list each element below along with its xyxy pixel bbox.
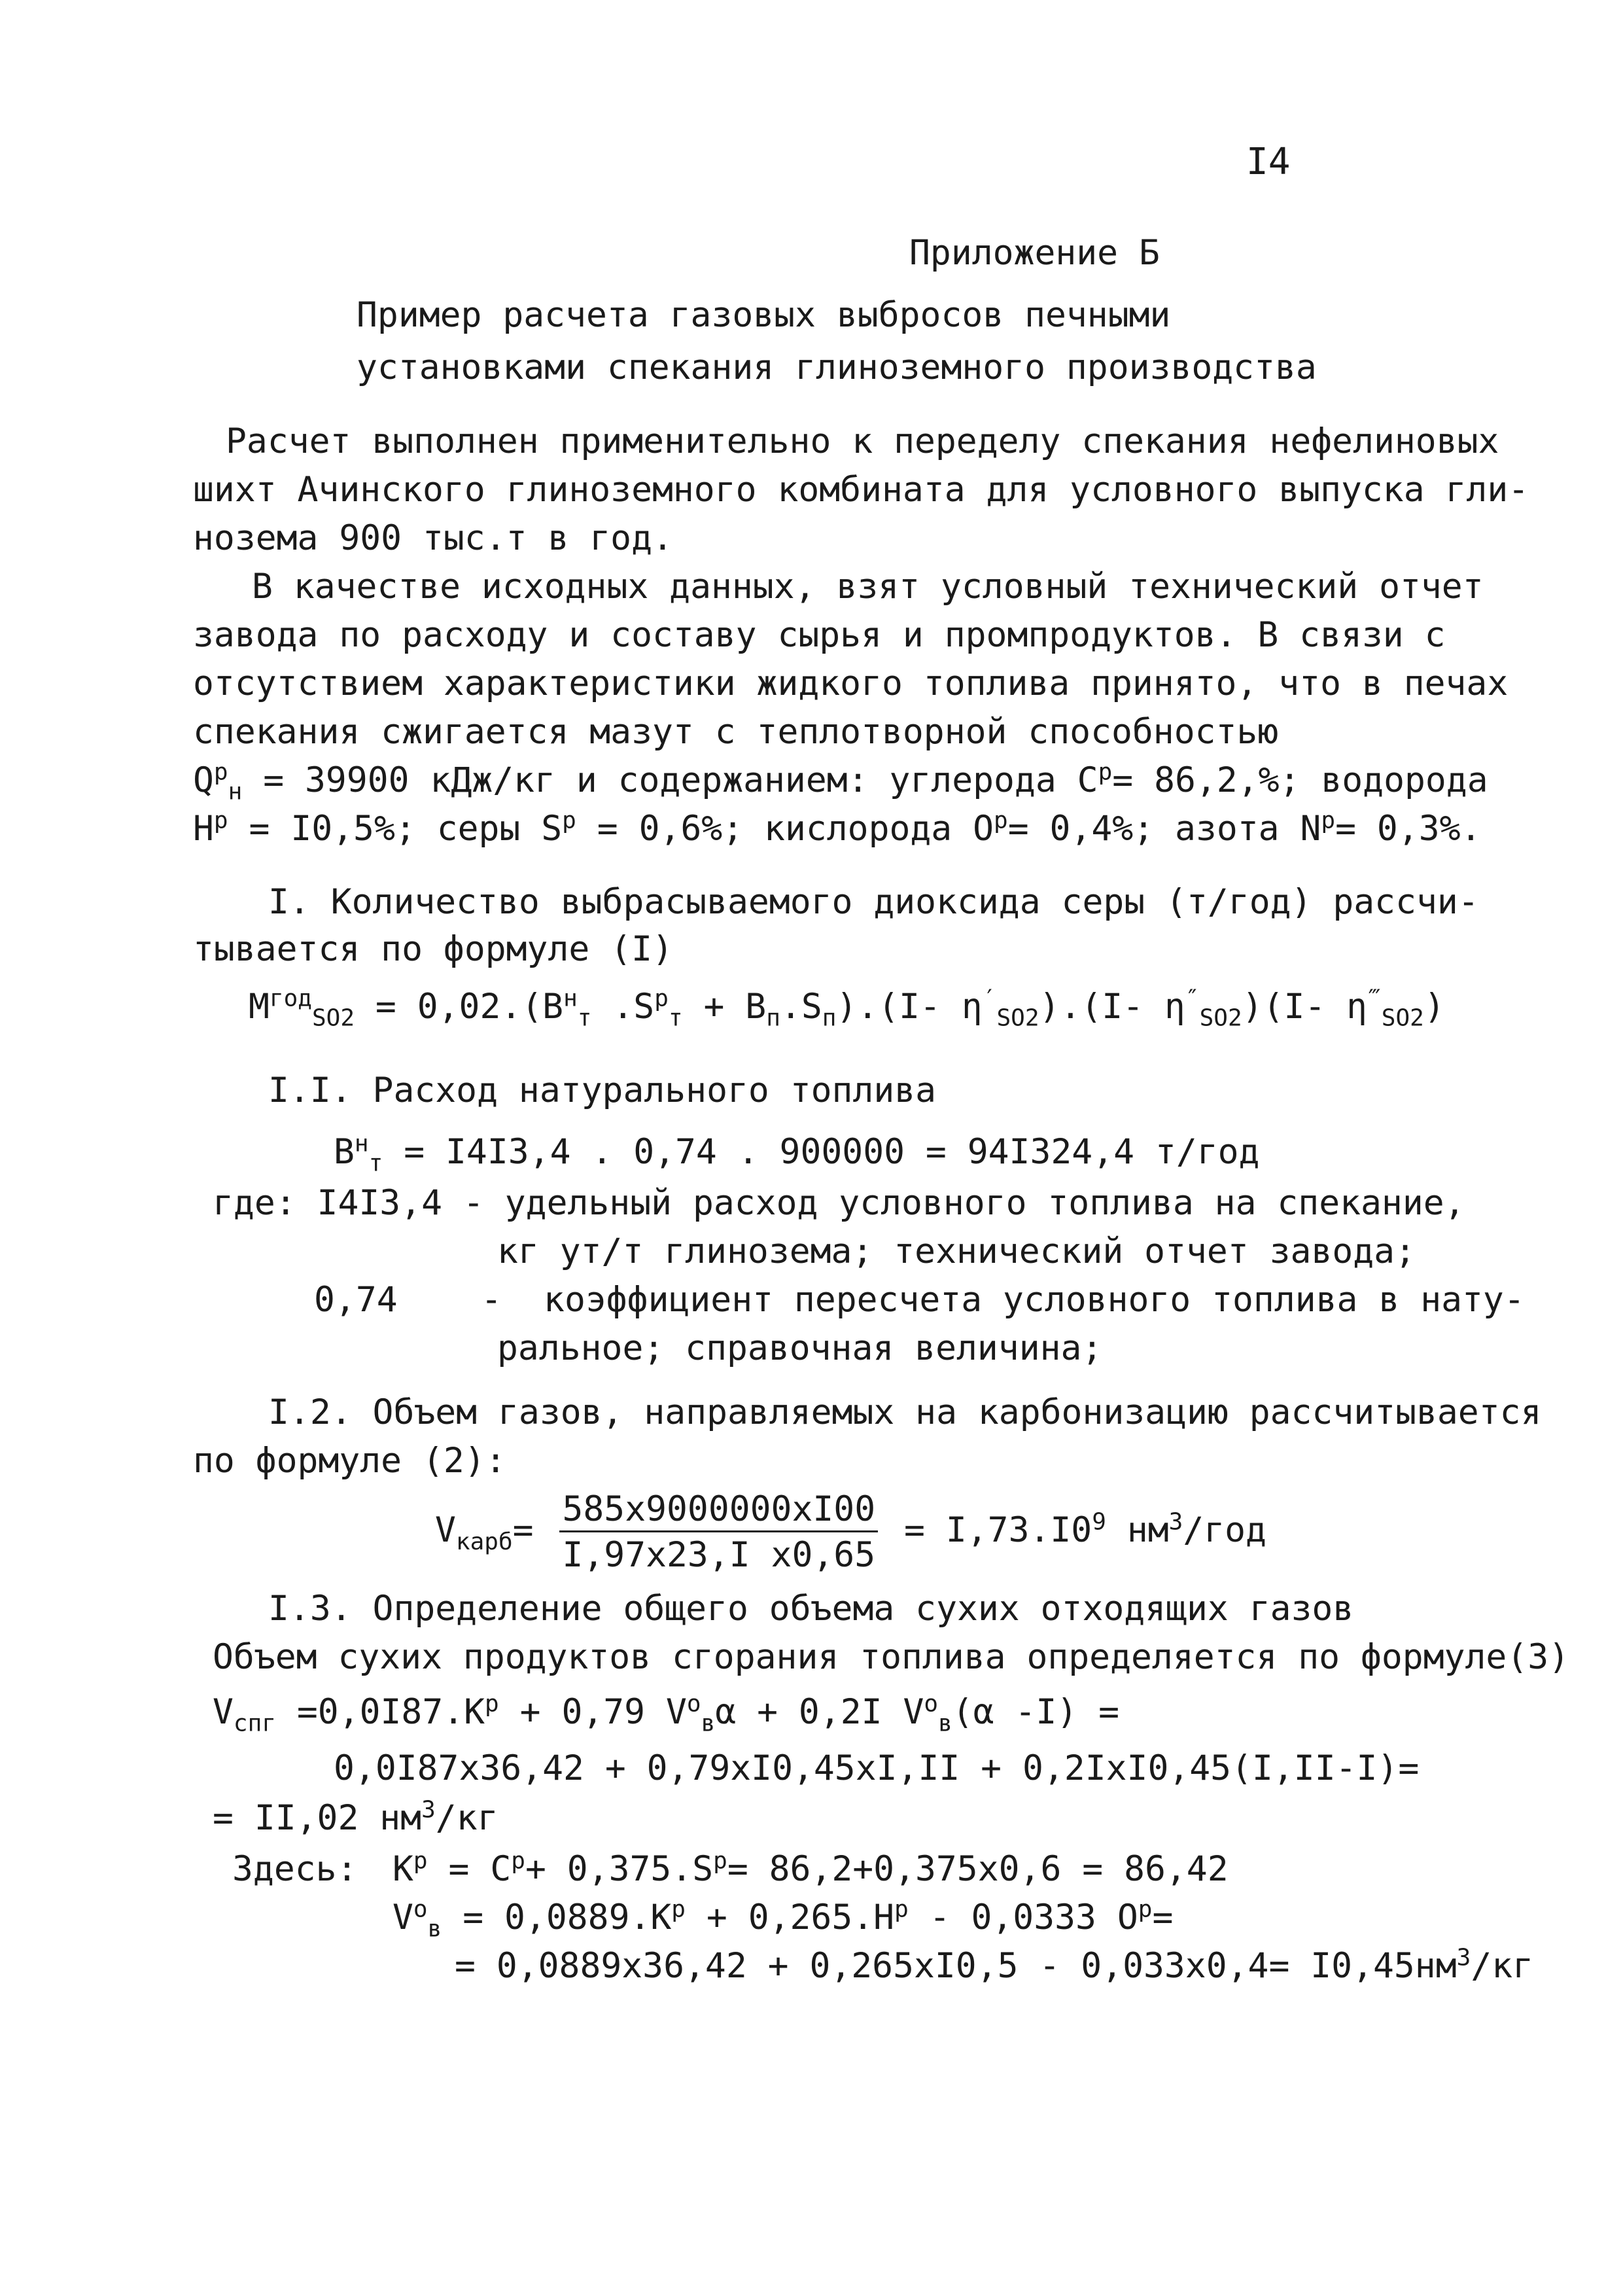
where-row-3: 0,74 - коэффициент пересчета условного топлива в нату- [314,1280,1525,1320]
title-line-1: Пример расчета газовых выбросов печными [357,295,1171,335]
section-1-2-line-2: по формуле (2): [193,1441,506,1481]
title-line-2: установками спекания глиноземного производства [357,347,1317,387]
section-1-1-title: I.I. Расход натурального топлива [268,1070,937,1110]
where-row-2: кг ут/т глинозема; технический отчет завода; [497,1231,1416,1271]
section-1-3-title: I.3. Определение общего объема сухих отходящих газов [268,1589,1354,1629]
formula-3-line-1: $V_{спг} =0,0I87.K^р + 0,79$ $V^о_в\alpha + 0,2I$ $V^о_в(\alpha$ -I) = [213,1690,1120,1737]
formula-v0-line-1: $V^о_в = 0,0889.K^р + 0,265.H^р - 0,0333$ $O^р=$ [393,1896,1174,1943]
page-number: I4 [1246,141,1291,183]
intro-line-3: нозема 900 тыс.т в год. [193,518,673,558]
intro-line-6: отсутствием характеристики жидкого топлива принято, что в печах [193,663,1509,703]
formula-k: $K^р = C^р+ 0,375.S^р= 86,2+0,375x0,6 = 86,42$ [393,1847,1229,1889]
where-row-4: ральное; справочная величина; [497,1328,1103,1368]
formula-2: $V_{карб}=$ $\frac{585x9000000xI00}{\text{I,97x23,I x0,65}}$ = $I,73.I0^9$ $нм^3$/год [435,1489,1266,1575]
intro-line-2: шихт Ачинского глиноземного комбината для условного выпуска гли- [193,470,1529,510]
intro-line-4: В качестве исходных данных, взят условный технический отчет [252,567,1484,607]
section-1-3-line-2: Объем сухих продуктов сгорания топлива определяется по формуле(3) [213,1637,1570,1677]
section-1-line-1: I. Количество выбрасываемого диоксида серы (т/год) рассчи- [268,882,1479,922]
section-1-2-line-1: I.2. Объем газов, направляемых на карбонизацию рассчитывается [268,1392,1542,1432]
intro-line-1: Расчет выполнен применительно к переделу спекания нефелиновых [226,421,1499,461]
formula-3-line-3: = II,02 $нм^3/кг$ [213,1796,498,1838]
fuel-line-2: $H^р = I0,5\%$; серы $S^р = 0,6\%$; кислорода $O^р= 0,4\%$; азота $N^р= 0,3\%$. [193,807,1482,849]
formula-1: $M^{год}_{SO2} = 0,02.(B^н_т$ $.S^р_т + B_п.S_п).(I-$ $\eta'_{SO2}).(I-$ $\eta''_{SO2})(I-$ $\eta^‴_{SO2}$) [249,985,1445,1032]
fuel-line-1: $Q^р_н = 39900$ кДж/кг и содержанием: углерода $C^р= 86,2,\%$; водорода [193,758,1488,805]
section-1-line-2: тывается по формуле (I) [193,929,673,969]
here-label: Здесь: [232,1849,358,1889]
intro-line-7: спекания сжигается мазут с теплотворной способностью [193,712,1279,752]
intro-line-5: завода по расходу и составу сырья и промпродуктов. В связи с [193,615,1446,655]
formula-2-fraction: $\frac{585x9000000xI00}{\text{I,97x23,I x0,65}}$ [559,1492,878,1572]
formula-3-line-2: 0,0I87x36,42 + 0,79xI0,45xI,II + 0,2IxI0,45(I,II-I)= [334,1748,1420,1788]
formula-1-1: $B^н_т = I4I3,4$ . 0,74 . 900000 = 94I324,4 т/год [334,1130,1260,1177]
appendix-label: Приложение Б [909,233,1160,273]
where-row-1: где: I4I3,4 - удельный расход условного топлива на спекание, [213,1183,1465,1223]
formula-v0-line-2: = $0,0889x36,42 + 0,265xI0,5 - 0,033x0,4= I0,45нм^3/кг$ [455,1944,1534,1986]
